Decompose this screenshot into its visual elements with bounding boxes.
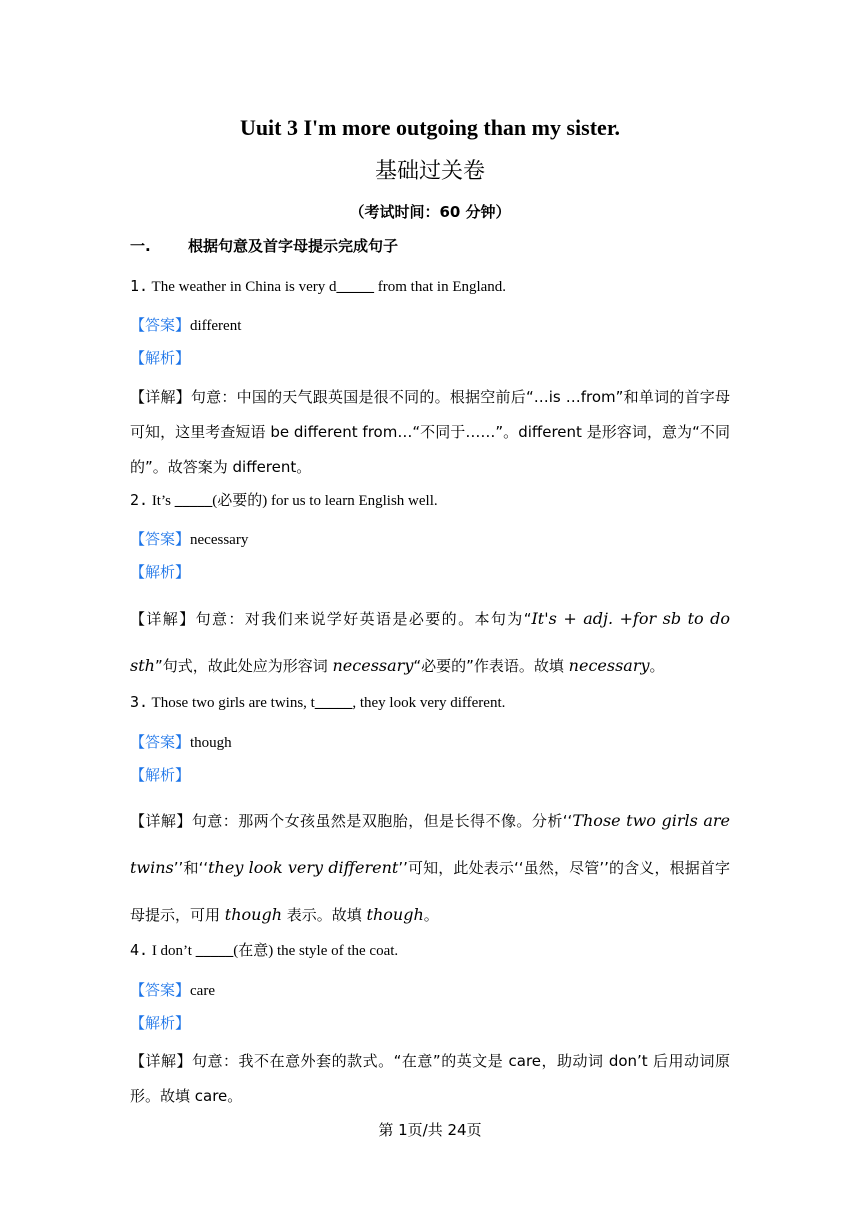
question-4 [130,938,398,963]
question-2 [130,488,438,513]
answer-line-4 [130,978,215,1003]
document-title: Uuit 3 I'm more outgoing than my sister. [239,115,621,140]
question-text-post: (必要的) for us to learn English well. [212,493,438,509]
answer-text: different [190,318,242,334]
document-subtitle: 基础过关卷 [374,159,485,184]
detail-text: 。 [423,906,439,924]
detail-text: “必要的”作表语。故填 [413,657,569,675]
question-text-pre: I don’t [148,943,196,959]
detail-text: ’’和‘‘ [173,859,209,877]
question-1 [130,274,506,299]
detail-text: 句意：中国的天气跟英国是很不同的。根据空前后“…is …from”和单词的首字母可知，这里考查短语 be different from…“不同于……”。different 是形容词，意为“不同的”。故答案为 different。 [130,388,730,476]
detail-word: necessary [568,656,650,675]
question-blank: _____ [195,943,234,959]
answer-text: though [190,735,232,751]
detail-text: 句意：我不在意外套的款式。“在意”的英文是 care，助动词 don’t 后用动词原形。故填 care。 [130,1052,730,1105]
analysis-line-3 [130,763,190,788]
detail-text: 。 [649,657,665,675]
question-text-post: , they look very different. [352,695,506,711]
detail-quote: they look very different [208,858,399,877]
analysis-line-1 [130,346,190,371]
answer-text: necessary [190,532,249,548]
detail-1 [130,380,730,485]
question-3 [130,690,505,715]
answer-label: 【答案】 [130,530,191,548]
question-blank: _____ [336,279,374,295]
detail-label: 【详解】 [130,812,192,830]
detail-label: 【详解】 [130,1052,193,1070]
question-text-post: from that in England. [374,279,507,295]
answer-label: 【答案】 [130,316,191,334]
question-blank: _____ [314,695,353,711]
answer-label: 【答案】 [130,981,191,999]
analysis-label: 【解析】 [130,1014,191,1032]
detail-quote: Those two girls are twins [130,811,730,877]
detail-word: though [224,905,282,924]
answer-text: care [190,983,215,999]
detail-text: 句意：对我们来说学好英语是必要的。本句为“ [195,610,532,628]
answer-label: 【答案】 [130,733,191,751]
exam-time: （考试时间：60 分钟） [349,203,511,221]
question-number: 1. [130,277,149,295]
section-number: 一. [130,237,151,255]
detail-word: though [366,905,424,924]
detail-text: ”句式，故此处应为形容词 [154,657,333,675]
question-blank: _____ [174,493,213,509]
question-number: 2. [130,491,149,509]
detail-2 [130,596,730,690]
detail-text: 表示。故填 [282,906,367,924]
detail-4 [130,1044,730,1114]
detail-label: 【详解】 [130,388,191,406]
analysis-label: 【解析】 [130,563,191,581]
question-number: 4. [130,941,149,959]
detail-label: 【详解】 [130,610,196,628]
analysis-line-4 [130,1011,190,1036]
question-text-pre: The weather in China is very d [148,279,337,295]
detail-text: ’’可知，此处表示‘‘虽然，尽管’’的含义，根据首字母提示，可用 [130,859,730,924]
question-text-pre: It’s [148,493,175,509]
question-text-pre: Those two girls are twins, t [148,695,315,711]
detail-text: 句意：那两个女孩虽然是双胞胎，但是长得不像。分析‘‘ [191,812,573,830]
question-number: 3. [130,693,149,711]
detail-word: necessary [332,656,414,675]
page-footer: 第 1页/共 24页 [378,1121,482,1139]
section-title: 根据句意及首字母提示完成句子 [188,237,399,255]
detail-3 [130,798,730,939]
answer-line-3 [130,730,232,755]
analysis-line-2 [130,560,190,585]
analysis-label: 【解析】 [130,349,191,367]
detail-pattern: It's + adj. +for sb to do sth [130,609,730,675]
question-text-post: (在意) the style of the coat. [233,943,399,959]
section-heading [130,234,398,258]
answer-line-1 [130,313,241,338]
answer-line-2 [130,527,248,552]
analysis-label: 【解析】 [130,766,191,784]
